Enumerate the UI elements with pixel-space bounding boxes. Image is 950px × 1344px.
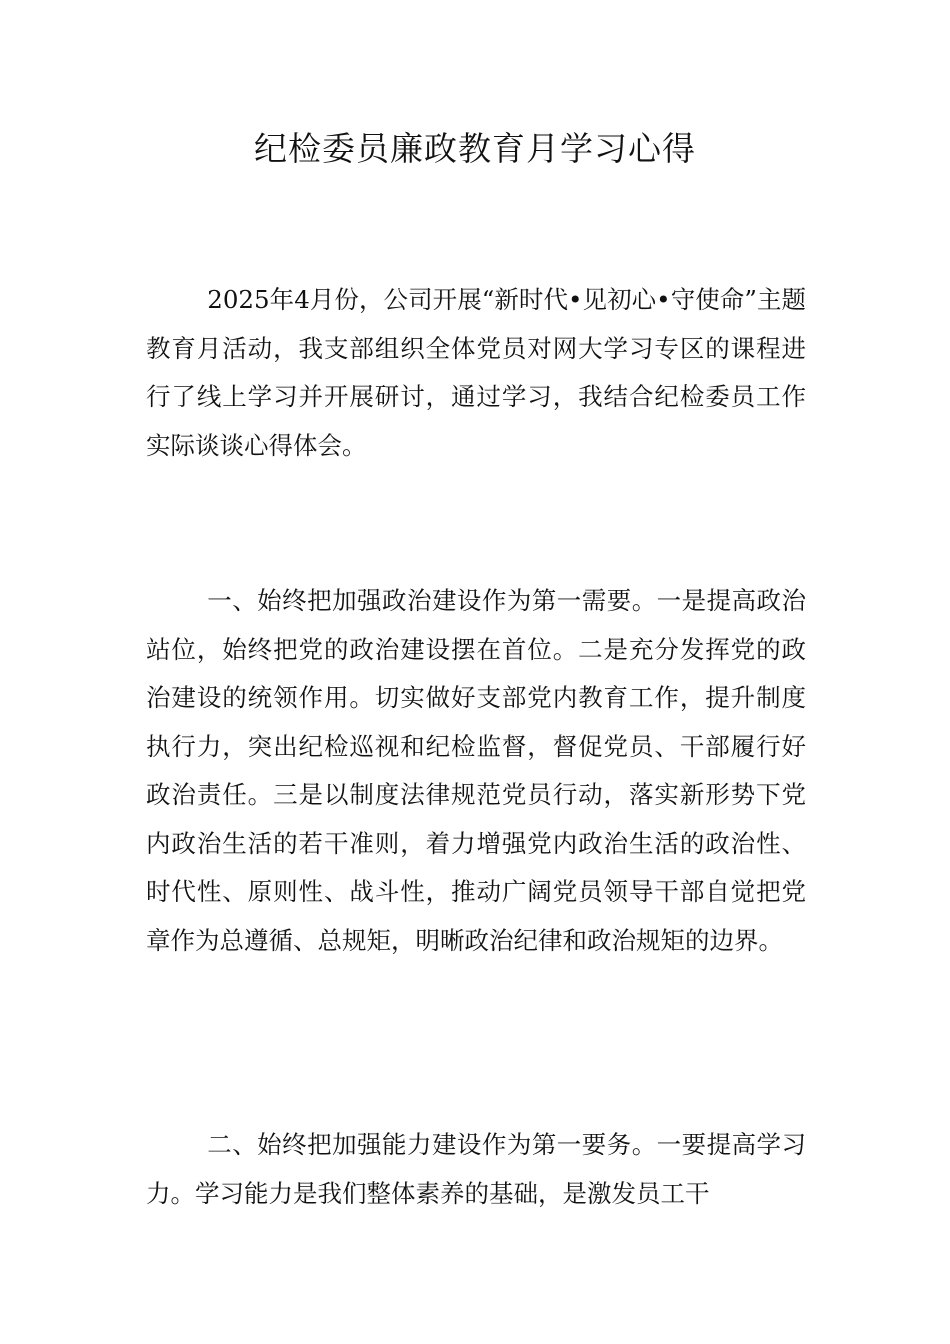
paragraph-intro: 2025年4月份，公司开展“新时代•见初心•守使命”主题教育月活动，我支部组织全体党员对网大学习专区的课程进行了线上学习并开展研讨，通过学习，我结合纪检委员工作实际谈谈心得体会。 [146, 285, 806, 460]
document-title: 纪检委员廉政教育月学习心得 [254, 129, 696, 168]
paragraph-political-building: 一、始终把加强政治建设作为第一需要。一是提高政治站位，始终把党的政治建设摆在首位。二是充分发挥党的政治建设的统领作用。切实做好支部党内教育工作，提升制度执行力，突出纪检巡视和纪检监督，督促党员、干部履行好政治责任。三是以制度法律规范党员行动，落实新形势下党内政治生活的若干准则，着力增强党内政治生活的政治性、时代性、原则性、战斗性，推动广阔党员领导干部自觉把党章作为总遵循、总规矩，明晰政治纪律和政治规矩的边界。 [146, 586, 806, 955]
paragraph-capability-building: 二、始终把加强能力建设作为第一要务。一要提高学习力。学习能力是我们整体素养的基础，是激发员工干 [146, 1130, 806, 1208]
